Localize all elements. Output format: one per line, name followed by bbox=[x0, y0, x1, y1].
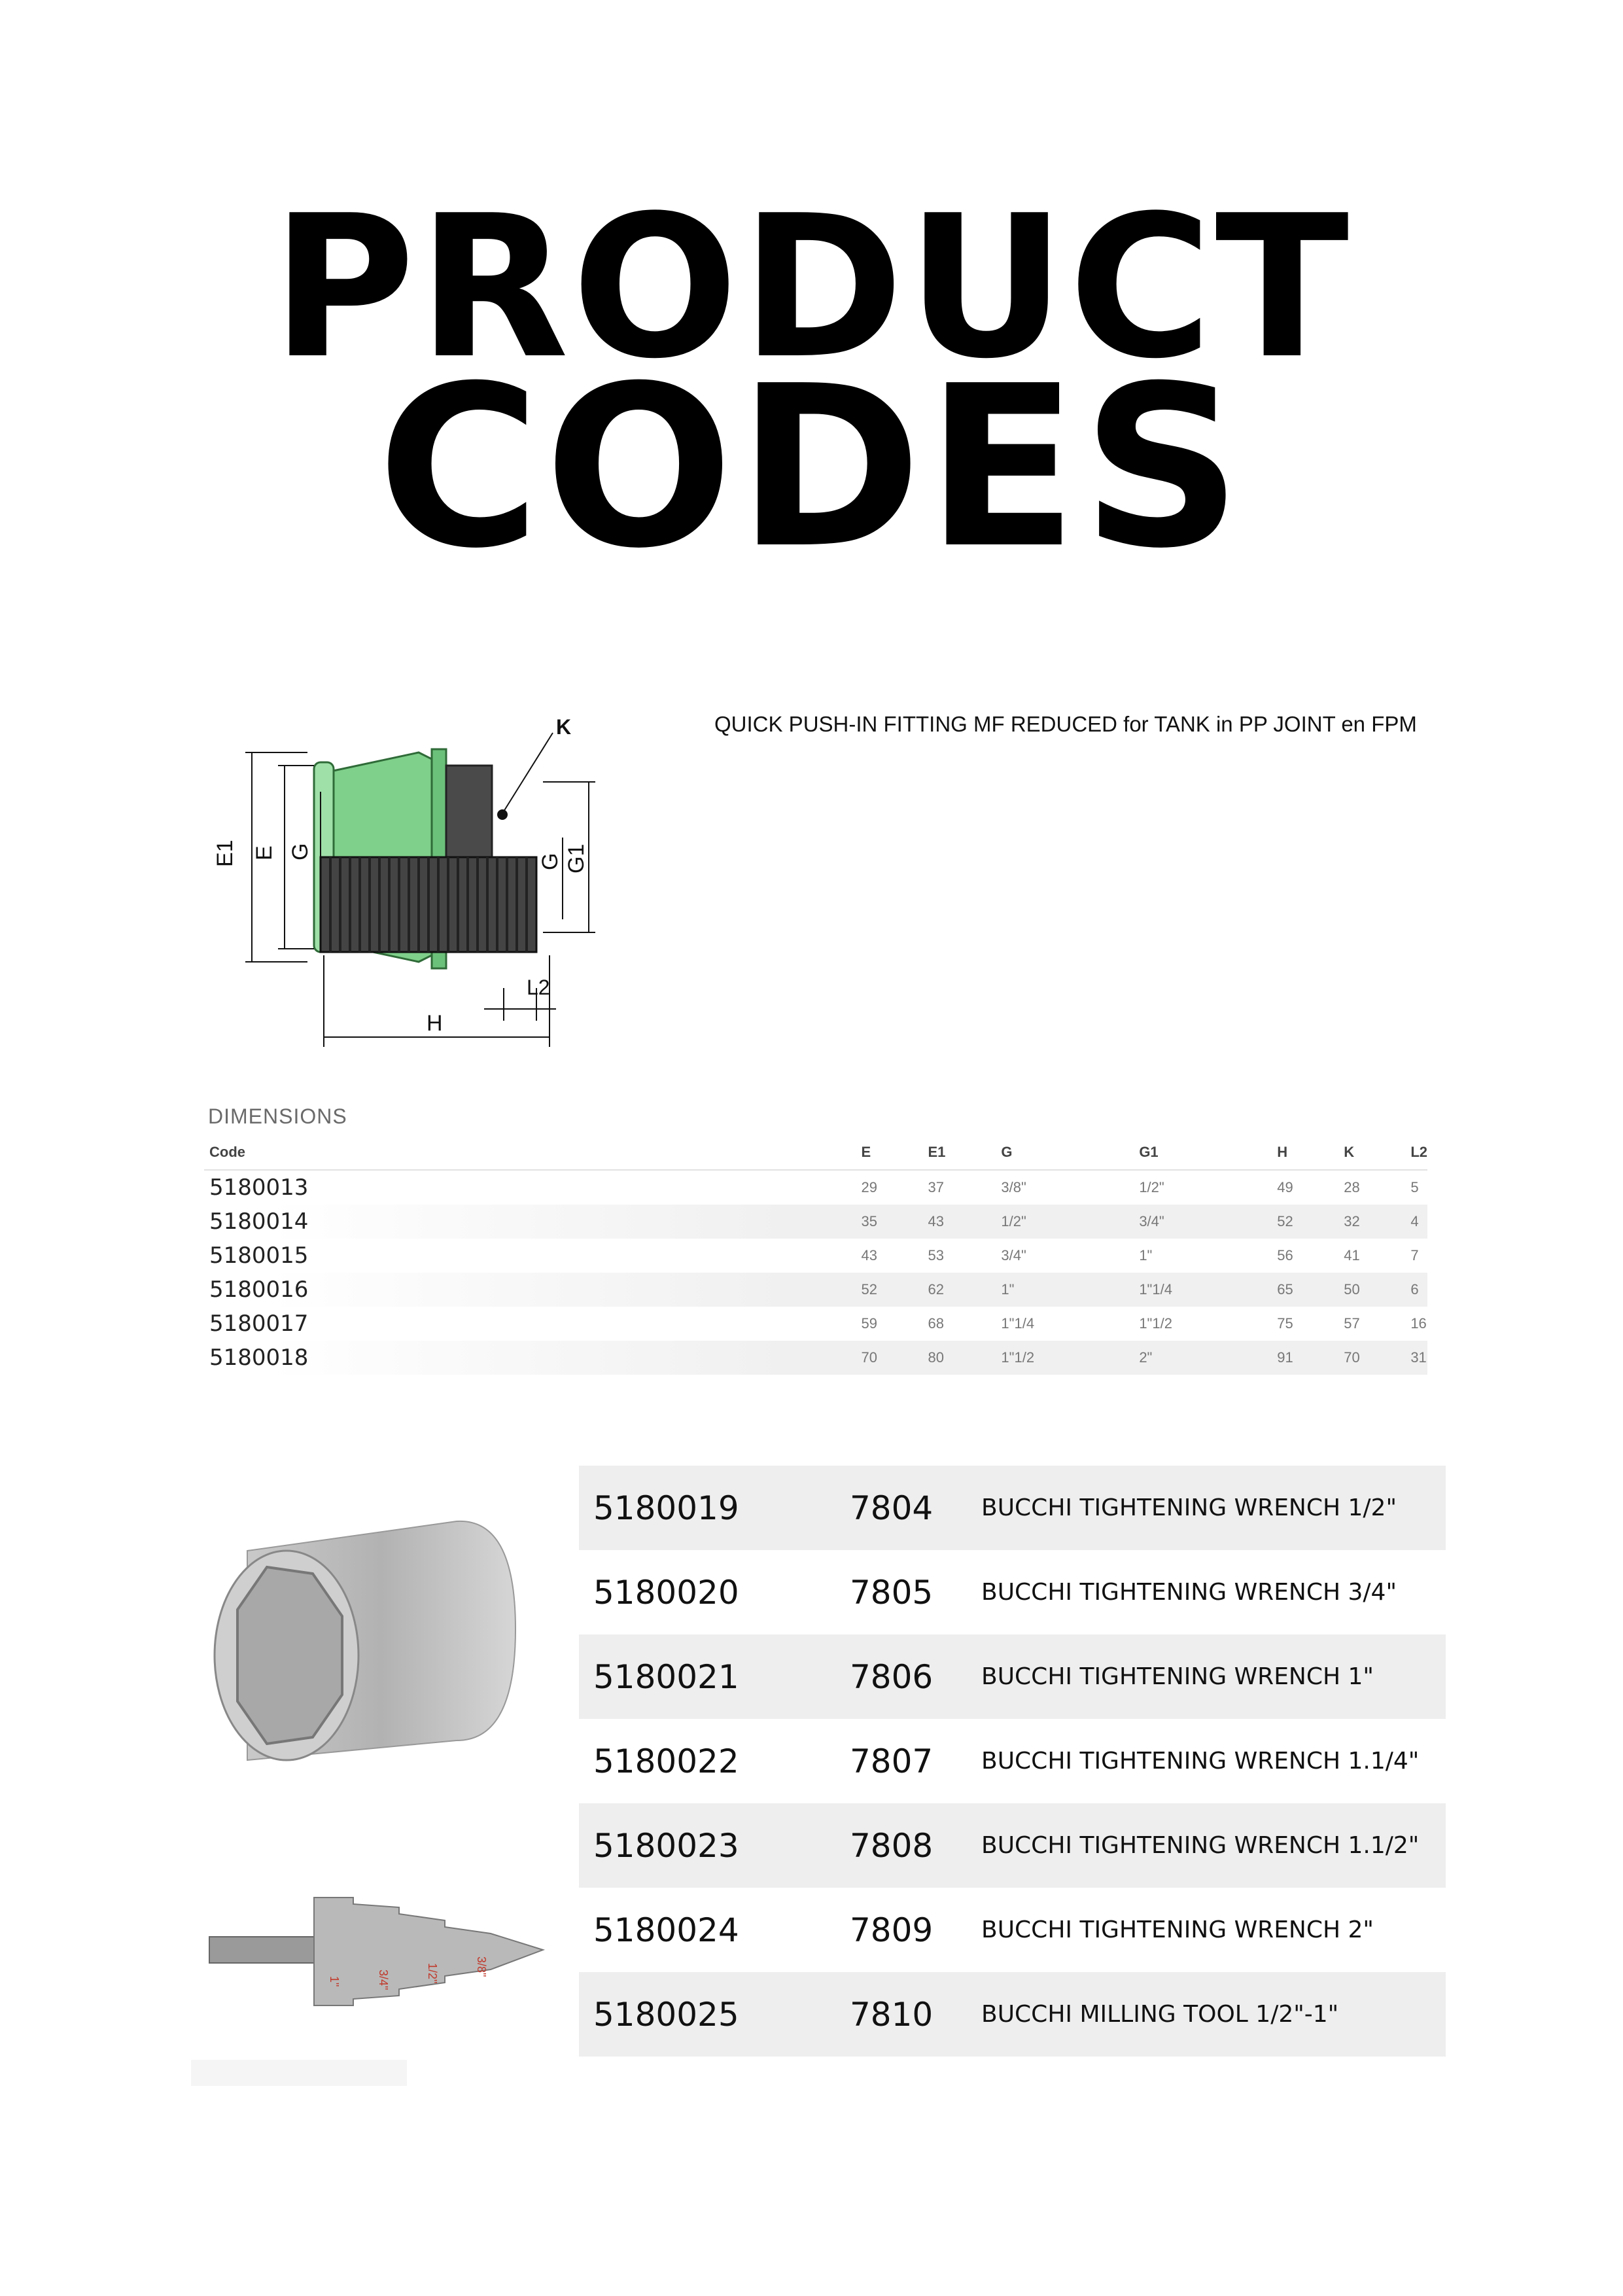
cell-e: 52 bbox=[856, 1273, 922, 1307]
accessory-code: 5180019 bbox=[579, 1466, 835, 1550]
cell-g1: 1"1/2 bbox=[1139, 1315, 1172, 1332]
cell-h: 56 bbox=[1277, 1247, 1293, 1263]
cell-e: 43 bbox=[861, 1247, 877, 1263]
cell-g: 1/2" bbox=[996, 1205, 1134, 1239]
cell-e: 70 bbox=[856, 1341, 922, 1375]
page-title-line-1: PRODUCT bbox=[271, 173, 1352, 402]
cell-e: 59 bbox=[861, 1315, 877, 1332]
cell-g1: 1"1/4 bbox=[1134, 1273, 1272, 1307]
cell-g: 1"1/4 bbox=[1001, 1315, 1035, 1332]
col-header-e1: E1 bbox=[922, 1135, 996, 1170]
accessory-ref: 7805 bbox=[850, 1573, 934, 1612]
cell-k: 41 bbox=[1344, 1247, 1360, 1263]
accessory-description: BUCCHI TIGHTENING WRENCH 1.1/2" bbox=[977, 1803, 1446, 1888]
tool-shank bbox=[209, 1937, 314, 1963]
dimensions-table bbox=[204, 1135, 1427, 1375]
col-header-code: Code bbox=[204, 1135, 856, 1170]
cell-g1: 1/2" bbox=[1139, 1179, 1164, 1195]
accessory-ref: 7806 bbox=[835, 1634, 977, 1719]
cell-code: 5180016 bbox=[204, 1273, 856, 1307]
tool-step-label: 1" bbox=[328, 1976, 341, 1987]
accessory-ref: 7804 bbox=[835, 1466, 977, 1550]
cell-l2: 6 bbox=[1405, 1273, 1427, 1307]
cell-l2: 31 bbox=[1405, 1341, 1427, 1375]
accessory-description: BUCCHI TIGHTENING WRENCH 1/2" bbox=[977, 1466, 1446, 1550]
cell-k: 57 bbox=[1344, 1315, 1360, 1332]
cell-k: 32 bbox=[1338, 1205, 1405, 1239]
cell-l2: 16 bbox=[1410, 1315, 1427, 1332]
table-row bbox=[204, 1205, 1427, 1239]
label-h: H bbox=[427, 1011, 443, 1036]
label-l2: L2 bbox=[527, 976, 550, 999]
cell-h: 49 bbox=[1277, 1179, 1293, 1195]
accessory-ref: 7808 bbox=[835, 1803, 977, 1888]
cell-h: 65 bbox=[1272, 1273, 1338, 1307]
cell-e: 35 bbox=[856, 1205, 922, 1239]
col-header-l2: L2 bbox=[1405, 1135, 1427, 1170]
accessory-description: BUCCHI TIGHTENING WRENCH 2" bbox=[981, 1916, 1374, 1943]
table-row bbox=[579, 1803, 1446, 1888]
cell-g: 3/8" bbox=[1001, 1179, 1026, 1195]
cell-g: 1" bbox=[996, 1273, 1134, 1307]
image-caption-strip bbox=[191, 2060, 407, 2086]
accessory-code: 5180020 bbox=[593, 1573, 739, 1612]
label-e1: E1 bbox=[213, 839, 237, 867]
accessory-description: BUCCHI TIGHTENING WRENCH 1" bbox=[977, 1634, 1446, 1719]
dimensions-heading: DIMENSIONS bbox=[208, 1104, 347, 1128]
label-e: E bbox=[252, 845, 277, 860]
milling-tool-image bbox=[164, 1871, 556, 2041]
table-row bbox=[204, 1273, 1427, 1307]
table-row bbox=[204, 1239, 1427, 1273]
label-g-left: G bbox=[288, 843, 313, 860]
cell-code: 5180018 bbox=[204, 1341, 856, 1375]
k-marker-dot bbox=[497, 809, 508, 820]
cell-e1: 43 bbox=[922, 1205, 996, 1239]
product-name: QUICK PUSH-IN FITTING MF REDUCED for TANK in PP JOINT en FPM bbox=[714, 712, 1417, 736]
cell-e1: 53 bbox=[928, 1247, 944, 1263]
cell-l2: 4 bbox=[1405, 1205, 1427, 1239]
table-row bbox=[579, 1719, 1446, 1803]
cell-e1: 37 bbox=[928, 1179, 944, 1195]
cell-g1: 1" bbox=[1139, 1247, 1153, 1263]
label-k: K bbox=[556, 715, 572, 739]
accessory-code: 5180023 bbox=[579, 1803, 835, 1888]
table-row bbox=[579, 1634, 1446, 1719]
accessory-code: 5180022 bbox=[593, 1742, 739, 1780]
table-row bbox=[204, 1307, 1427, 1341]
accessory-code: 5180025 bbox=[579, 1972, 835, 2057]
cell-l2: 7 bbox=[1410, 1247, 1419, 1263]
tool-step-label: 3/4" bbox=[377, 1969, 390, 1990]
accessory-ref: 7809 bbox=[850, 1911, 934, 1949]
tool-step-cone bbox=[314, 1898, 543, 2005]
wrench-octagon-hole bbox=[237, 1567, 342, 1744]
accessory-ref: 7810 bbox=[835, 1972, 977, 2057]
cell-e1: 80 bbox=[922, 1341, 996, 1375]
cell-h: 75 bbox=[1277, 1315, 1293, 1332]
accessory-description: BUCCHI TIGHTENING WRENCH 1.1/4" bbox=[981, 1748, 1420, 1775]
table-row bbox=[204, 1170, 1427, 1205]
tool-step-label: 3/8" bbox=[475, 1956, 488, 1977]
cell-l2: 5 bbox=[1410, 1179, 1419, 1195]
cell-k: 50 bbox=[1338, 1273, 1405, 1307]
cell-k: 28 bbox=[1344, 1179, 1360, 1195]
cell-e: 29 bbox=[861, 1179, 877, 1195]
cell-g: 3/4" bbox=[1001, 1247, 1026, 1263]
cell-e1: 68 bbox=[928, 1315, 944, 1332]
table-row bbox=[579, 1972, 1446, 2057]
accessory-description: BUCCHI TIGHTENING WRENCH 3/4" bbox=[981, 1579, 1397, 1606]
cell-h: 91 bbox=[1272, 1341, 1338, 1375]
tool-step-label: 1/2" bbox=[426, 1963, 439, 1984]
table-row bbox=[579, 1466, 1446, 1550]
col-header-k: K bbox=[1338, 1135, 1405, 1170]
cell-g1: 2" bbox=[1134, 1341, 1272, 1375]
cell-code: 5180014 bbox=[204, 1205, 856, 1239]
cell-code: 5180017 bbox=[209, 1311, 309, 1337]
cell-g: 1"1/2 bbox=[996, 1341, 1134, 1375]
cell-g1: 3/4" bbox=[1134, 1205, 1272, 1239]
accessory-ref: 7807 bbox=[850, 1742, 934, 1780]
cell-code: 5180015 bbox=[209, 1243, 309, 1269]
label-g1: G1 bbox=[564, 843, 589, 874]
tightening-wrench-image bbox=[208, 1505, 522, 1780]
accessory-code: 5180024 bbox=[593, 1911, 739, 1949]
accessories-table bbox=[579, 1466, 1446, 2057]
accessory-code: 5180021 bbox=[579, 1634, 835, 1719]
table-row bbox=[579, 1888, 1446, 1972]
page-title-line-2: CODES bbox=[377, 338, 1246, 597]
table-row bbox=[579, 1550, 1446, 1634]
col-header-g1: G1 bbox=[1134, 1135, 1272, 1170]
cell-e1: 62 bbox=[922, 1273, 996, 1307]
col-header-g: G bbox=[996, 1135, 1134, 1170]
cell-h: 52 bbox=[1272, 1205, 1338, 1239]
col-header-h: H bbox=[1272, 1135, 1338, 1170]
col-header-e: E bbox=[856, 1135, 922, 1170]
cell-k: 70 bbox=[1338, 1341, 1405, 1375]
accessory-description: BUCCHI MILLING TOOL 1/2"-1" bbox=[977, 1972, 1446, 2057]
label-g-right: G bbox=[538, 853, 563, 870]
dimensions-header-row bbox=[204, 1135, 1427, 1170]
table-row bbox=[204, 1341, 1427, 1375]
thread-lines bbox=[330, 857, 527, 952]
fitting-technical-drawing bbox=[209, 713, 667, 1067]
cell-code: 5180013 bbox=[209, 1174, 309, 1201]
